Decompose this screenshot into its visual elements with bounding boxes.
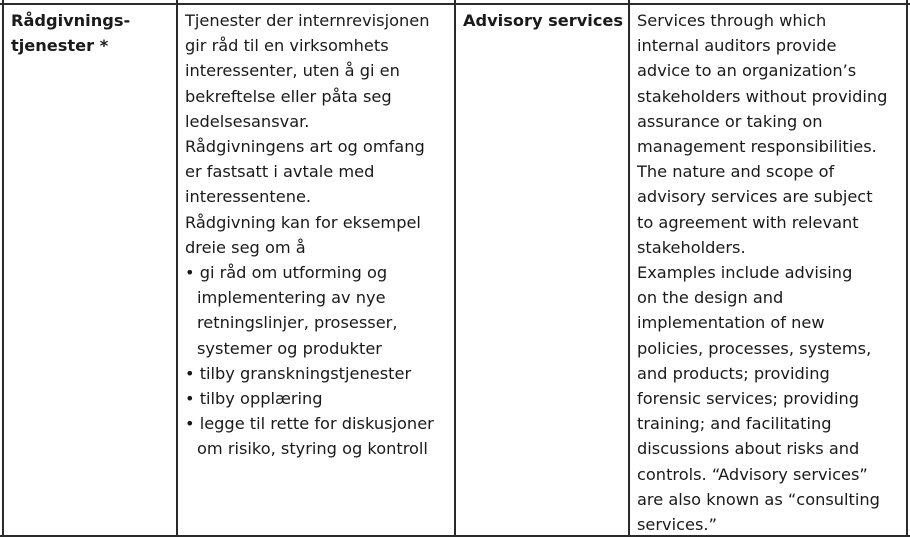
definition-line: dreie seg om å [185, 237, 306, 257]
definition-line: discussions about risks and [637, 439, 860, 459]
definition-line: gir råd til en virksomhets [185, 36, 389, 56]
definition-norwegian [185, 8, 434, 462]
definition-line: Tjenester der internrevisjonen [185, 11, 430, 30]
column-divider-3 [628, 0, 630, 537]
term-line: tjenester * [11, 36, 109, 56]
bullet-item-continuation: retningslinjer, prosesser, [197, 313, 398, 333]
bullet-item: • legge til rette for diskusjoner [185, 414, 434, 434]
definition-line: Services through which [637, 11, 827, 30]
definition-line: er fastsatt i avtale med [185, 162, 375, 182]
definition-line: services.” [637, 515, 717, 535]
table-border-left [2, 0, 4, 537]
column-divider-2 [454, 0, 456, 537]
definition-line: controls. “Advisory services” [637, 464, 868, 484]
definition-line: implementation of new [637, 313, 825, 333]
definition-line: are also known as “consulting [637, 489, 880, 509]
definition-line: on the design and [637, 288, 784, 308]
definition-line: training; and facilitating [637, 414, 832, 434]
term-line: Rådgivnings- [11, 11, 131, 30]
bullet-item: • tilby granskningstjenester [185, 363, 412, 383]
definition-line: Rådgivningens art og omfang [185, 137, 425, 157]
definition-line: stakeholders without providing [637, 86, 888, 106]
definition-line: advice to an organization’s [637, 61, 857, 81]
definition-line: Rådgivning kan for eksempel [185, 212, 421, 232]
bullet-item: • gi råd om utforming og [185, 263, 388, 283]
bullet-item-continuation: implementering av nye [197, 288, 386, 308]
definition-line: ledelsesansvar. [185, 111, 310, 131]
definition-line: to agreement with relevant [637, 212, 859, 232]
definition-line: forensic services; providing [637, 389, 859, 409]
bullet-item-continuation: om risiko, styring og kontroll [197, 439, 428, 459]
definition-line: interessentene. [185, 187, 312, 207]
definition-line: stakeholders. [637, 237, 746, 257]
term-english [463, 8, 623, 33]
definition-line: and products; providing [637, 363, 830, 383]
definition-english [637, 8, 887, 537]
row-divider-top [0, 3, 910, 5]
definition-line: The nature and scope of [637, 162, 835, 182]
bullet-item-continuation: systemer og produkter [197, 338, 382, 358]
term-line: Advisory services [463, 11, 624, 30]
bullet-item: • tilby opplæring [185, 389, 323, 409]
definition-line: assurance or taking on [637, 111, 823, 131]
definition-line: policies, processes, systems, [637, 338, 872, 358]
term-norwegian [11, 8, 130, 58]
definition-line: advisory services are subject [637, 187, 873, 207]
column-divider-1 [176, 0, 178, 537]
table-border-right [906, 0, 908, 537]
definition-line: bekreftelse eller påta seg [185, 86, 392, 106]
definition-line: management responsibilities. [637, 137, 877, 157]
definition-line: Examples include advising [637, 263, 853, 283]
definition-line: interessenter, uten å gi en [185, 61, 400, 81]
definition-line: internal auditors provide [637, 36, 837, 56]
